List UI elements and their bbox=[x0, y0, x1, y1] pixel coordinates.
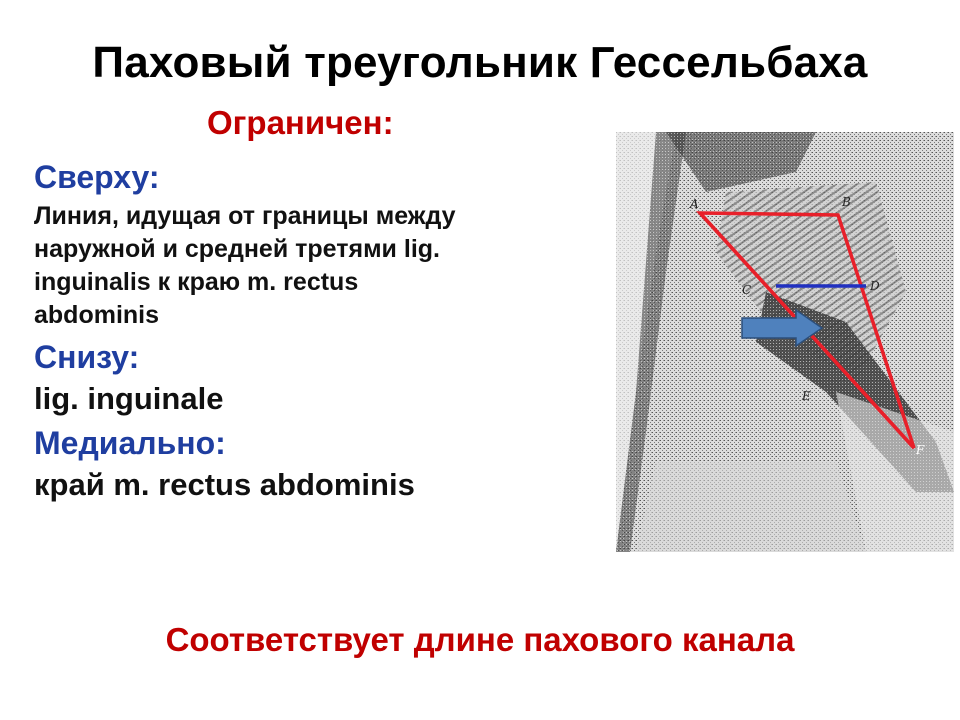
top-boundary-line-3: inguinalis к краю m. rectus bbox=[34, 268, 359, 296]
bottom-boundary-text: lig. inguinale bbox=[34, 381, 224, 416]
bottom-boundary-label: Снизу: bbox=[34, 339, 140, 375]
anatomy-figure bbox=[616, 132, 954, 564]
marker-a: A bbox=[690, 197, 699, 211]
marker-d: D bbox=[870, 279, 880, 293]
slide-title: Паховый треугольник Гессельбаха bbox=[92, 38, 868, 87]
bounded-heading: Ограничен: bbox=[207, 104, 394, 141]
boundaries-list bbox=[34, 158, 614, 504]
marker-f: F bbox=[916, 443, 925, 457]
anatomy-illustration bbox=[616, 132, 954, 564]
marker-e: E bbox=[802, 389, 811, 403]
top-boundary-line-1: Линия, идущая от границы между bbox=[34, 202, 456, 230]
medial-boundary-label: Медиально: bbox=[34, 425, 226, 461]
marker-b: B bbox=[842, 195, 851, 209]
top-boundary-label: Сверху: bbox=[34, 159, 160, 195]
top-boundary-line-2: наружной и средней третями lig. bbox=[34, 235, 440, 263]
top-boundary-text bbox=[34, 200, 614, 332]
top-boundary-line-4: abdominis bbox=[34, 301, 160, 329]
medial-boundary-text: край m. rectus abdominis bbox=[34, 467, 415, 502]
marker-c: C bbox=[742, 283, 752, 297]
footer-note: Соответствует длине пахового канала bbox=[165, 621, 795, 658]
